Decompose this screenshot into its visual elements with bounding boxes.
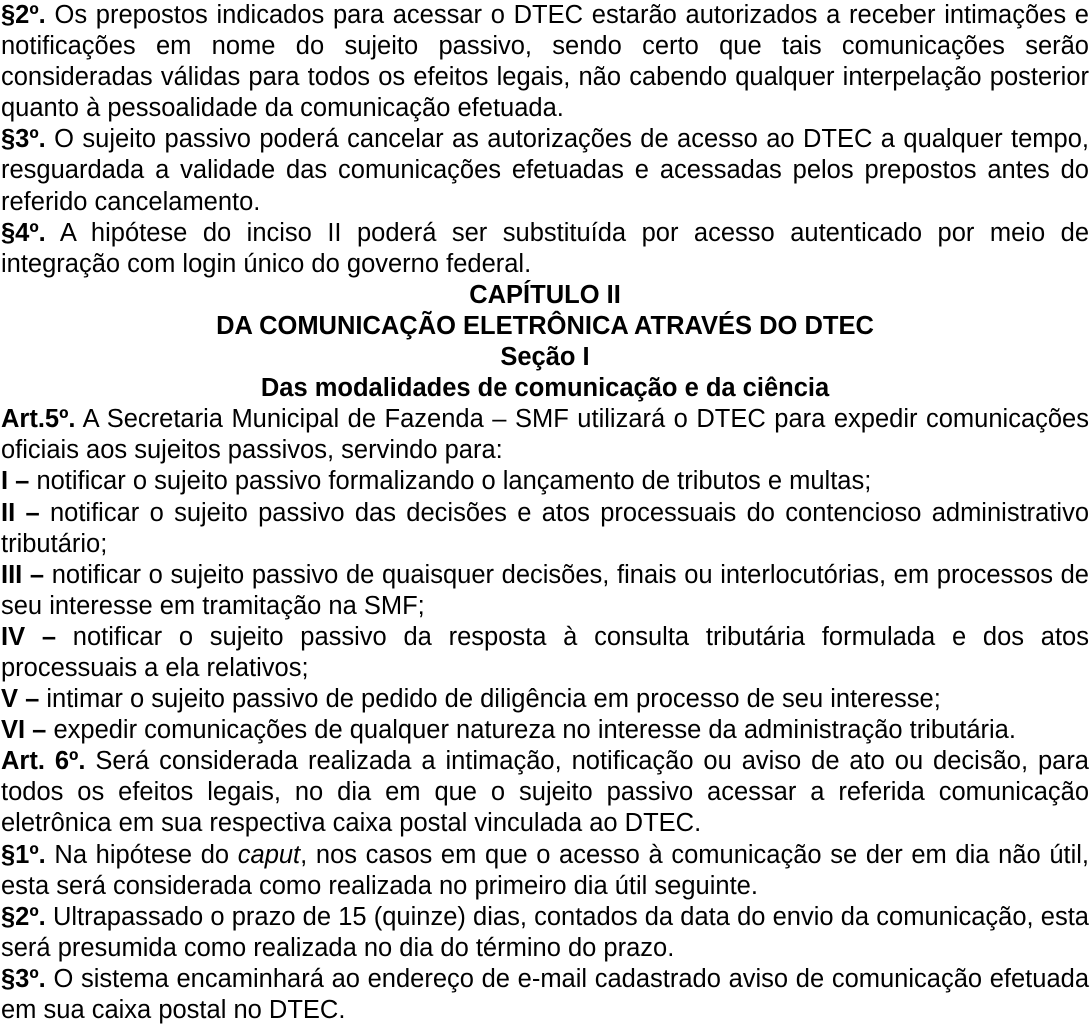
section-title: Das modalidades de comunicação e da ciência xyxy=(260,374,830,403)
chapter-title: DA COMUNICAÇÃO ELETRÔNICA ATRAVÉS DO DTEC xyxy=(216,311,874,340)
item-label: VI – xyxy=(1,716,47,745)
article-text: A Secretaria Municipal de Fazenda – SMF utilizará o DTEC para expedir comunicações oficiais aos sujeitos passivos, servindo para: xyxy=(1,405,1089,465)
article-5-item-3 xyxy=(1,560,1089,622)
paragraph-text: A hipótese do inciso II poderá ser substituída por acesso autenticado por meio de integração com login único do governo federal. xyxy=(1,218,1089,278)
paragraph-label: §2º. xyxy=(1,1,46,29)
article-text: Será considerada realizada a intimação, notificação ou aviso de ato ou decisão, para todos os efeitos legais, no dia em que o sujeito passivo acessar a referida comunicação eletrônica em sua respectiva caixa postal vinculada ao DTEC. xyxy=(1,747,1089,838)
paragraph-label: §4º. xyxy=(1,218,46,247)
item-text: expedir comunicações de qualquer natureza no interesse da administração tributária. xyxy=(46,716,1016,745)
article-5 xyxy=(1,404,1089,466)
article-label: Art. 6º. xyxy=(1,747,86,776)
paragraph-label: §1º. xyxy=(1,840,46,869)
item-label: IV – xyxy=(1,622,57,651)
item-label: I – xyxy=(1,467,30,496)
paragraph-text: Na hipótese do xyxy=(45,840,238,869)
article-5-item-4 xyxy=(1,622,1089,684)
chapter-number: CAPÍTULO II xyxy=(469,280,621,309)
item-label: III – xyxy=(1,560,45,589)
item-text: notificar o sujeito passivo das decisões e atos processuais do contencioso administrativo tributário; xyxy=(1,498,1090,558)
article-5-item-6 xyxy=(1,715,1089,746)
paragraph-text: O sistema encaminhará ao endereço de e-mail cadastrado aviso de comunicação efetuada em sua caixa postal no DTEC. xyxy=(1,964,1089,1024)
caput-emphasis: caput xyxy=(237,840,301,869)
paragraph-3 xyxy=(1,124,1089,217)
article-5-item-5 xyxy=(1,684,1089,715)
article-6 xyxy=(1,746,1089,839)
paragraph-text: O sujeito passivo poderá cancelar as autorizações de acesso ao DTEC a qualquer tempo, resguardada a validade das comunicações efetuadas e acessadas pelos prepostos antes do referido cancelamento. xyxy=(1,125,1089,216)
paragraph-text: , nos casos em que o acesso à comunicação se der em dia não útil, esta será considerada como realizada no primeiro dia útil seguinte. xyxy=(1,840,1089,900)
item-text: notificar o sujeito passivo formalizando o lançamento de tributos e multas; xyxy=(29,467,872,496)
paragraph-label: §2º. xyxy=(1,902,46,931)
section-number: Seção I xyxy=(500,343,590,372)
item-label: II – xyxy=(1,498,40,527)
article-5-item-2 xyxy=(1,498,1089,560)
paragraph-2 xyxy=(1,0,1089,124)
paragraph-label: §3º. xyxy=(1,964,46,993)
paragraph-4 xyxy=(1,218,1089,280)
article-6-paragraph-3 xyxy=(1,964,1089,1026)
item-text: intimar o sujeito passivo de pedido de diligência em processo de seu interesse; xyxy=(39,685,941,714)
item-text: notificar o sujeito passivo de quaisquer decisões, finais ou interlocutórias, em processos de seu interesse em tramitação na SMF; xyxy=(1,560,1089,620)
article-6-paragraph-2 xyxy=(1,902,1089,964)
article-6-paragraph-1 xyxy=(1,840,1089,902)
paragraph-text: Os prepostos indicados para acessar o DTEC estarão autorizados a receber intimações e notificações em nome do sujeito passivo, sendo certo que tais comunicações serão consideradas válidas para todos os efeitos legais, não cabendo qualquer interpelação posterior quanto à pessoalidade da comunicação efetuada. xyxy=(1,1,1089,123)
paragraph-label: §3º. xyxy=(1,125,46,154)
item-text: notificar o sujeito passivo da resposta à consulta tributária formulada e dos atos processuais a ela relativos; xyxy=(1,622,1089,682)
item-label: V – xyxy=(1,685,40,714)
article-label: Art.5º. xyxy=(1,405,76,434)
paragraph-text: Ultrapassado o prazo de 15 (quinze) dias, contados da data do envio da comunicação, esta será presumida como realizada no dia do término do prazo. xyxy=(1,902,1089,962)
article-5-item-1 xyxy=(1,466,1089,497)
